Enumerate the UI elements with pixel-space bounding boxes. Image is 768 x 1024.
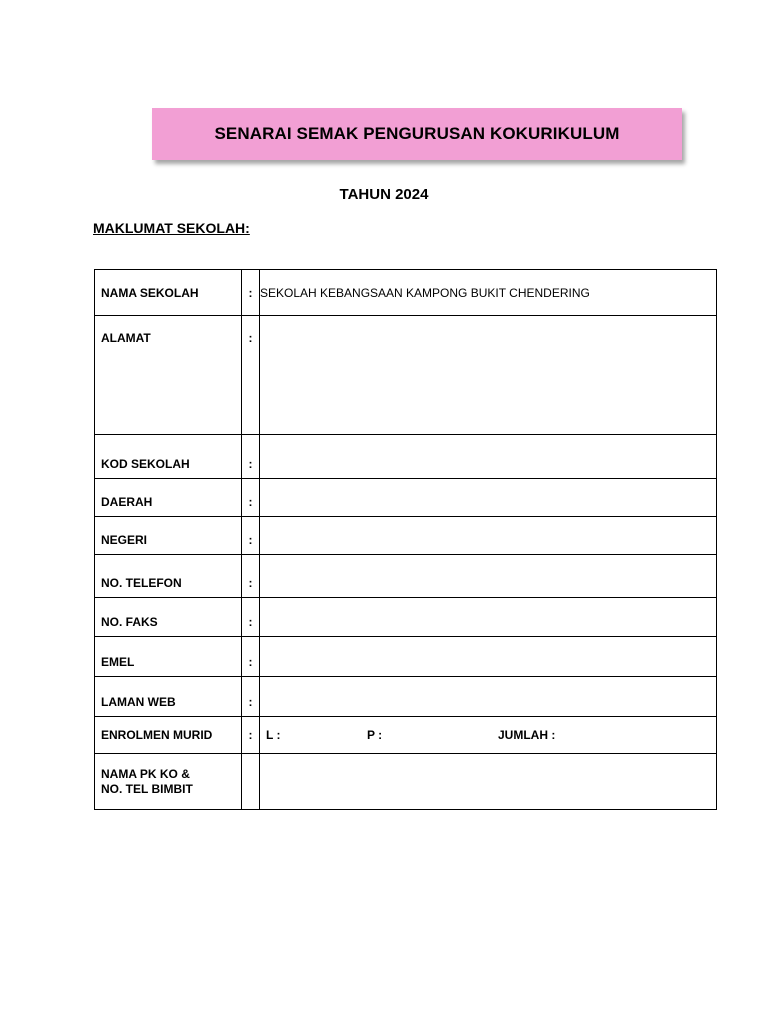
label-nama-sekolah: NAMA SEKOLAH xyxy=(95,270,242,316)
value-nama-sekolah[interactable]: SEKOLAH KEBANGSAAN KAMPONG BUKIT CHENDERING xyxy=(260,270,717,316)
value-emel[interactable] xyxy=(260,637,717,677)
value-enrolmen-murid[interactable] xyxy=(260,717,717,754)
value-no-faks[interactable] xyxy=(260,598,717,637)
label-alamat: ALAMAT xyxy=(95,316,242,435)
colon: : xyxy=(242,717,260,754)
colon: : xyxy=(242,598,260,637)
label-nama-pk-ko-line2: NO. TEL BIMBIT xyxy=(101,781,193,796)
colon: : xyxy=(242,316,260,435)
table-row-laman-web xyxy=(95,677,717,717)
enrolmen-jumlah-label: JUMLAH : xyxy=(498,728,556,742)
colon: : xyxy=(242,270,260,316)
colon-empty xyxy=(242,754,260,810)
label-kod-sekolah: KOD SEKOLAH xyxy=(95,435,242,479)
enrolmen-fields xyxy=(260,726,716,744)
value-laman-web[interactable] xyxy=(260,677,717,717)
table-row-kod-sekolah xyxy=(95,435,717,479)
value-nama-pk-ko[interactable] xyxy=(260,754,717,810)
table-row-nama-pk-ko xyxy=(95,754,717,810)
label-negeri: NEGERI xyxy=(95,517,242,555)
year-heading: TAHUN 2024 xyxy=(339,186,429,203)
table-row-enrolmen-murid xyxy=(95,717,717,754)
label-daerah: DAERAH xyxy=(95,479,242,517)
label-no-faks: NO. FAKS xyxy=(95,598,242,637)
colon: : xyxy=(242,479,260,517)
value-negeri[interactable] xyxy=(260,517,717,555)
table-row-emel xyxy=(95,637,717,677)
school-info-table xyxy=(94,269,717,810)
table-row-nama-sekolah xyxy=(95,270,717,316)
enrolmen-l-label: L : xyxy=(266,728,281,742)
table-row-daerah xyxy=(95,479,717,517)
value-kod-sekolah[interactable] xyxy=(260,435,717,479)
colon: : xyxy=(242,637,260,677)
label-emel: EMEL xyxy=(95,637,242,677)
label-nama-pk-ko xyxy=(95,754,242,810)
colon: : xyxy=(242,517,260,555)
colon: : xyxy=(242,677,260,717)
section-heading: MAKLUMAT SEKOLAH: xyxy=(93,220,250,236)
table-row-negeri xyxy=(95,517,717,555)
label-nama-pk-ko-line1: NAMA PK KO & xyxy=(101,766,190,781)
colon: : xyxy=(242,435,260,479)
value-alamat[interactable] xyxy=(260,316,717,435)
label-laman-web: LAMAN WEB xyxy=(95,677,242,717)
table-row-no-telefon xyxy=(95,555,717,598)
value-no-telefon[interactable] xyxy=(260,555,717,598)
document-title: SENARAI SEMAK PENGURUSAN KOKURIKULUM xyxy=(214,124,620,143)
colon: : xyxy=(242,555,260,598)
label-no-telefon: NO. TELEFON xyxy=(95,555,242,598)
label-enrolmen-murid: ENROLMEN MURID xyxy=(95,717,242,754)
title-banner xyxy=(152,108,682,160)
value-daerah[interactable] xyxy=(260,479,717,517)
table-row-alamat xyxy=(95,316,717,435)
table-row-no-faks xyxy=(95,598,717,637)
enrolmen-p-label: P : xyxy=(367,728,383,742)
